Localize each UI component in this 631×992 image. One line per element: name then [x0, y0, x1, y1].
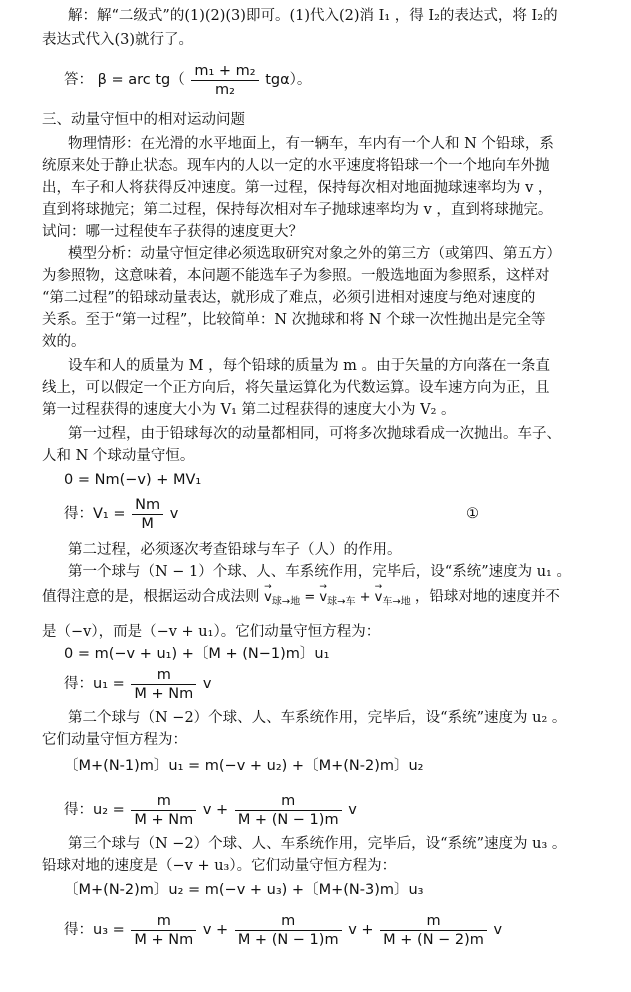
equation-2-result [64, 664, 211, 704]
eq3-plus: + [216, 802, 229, 818]
eq4-plus-2: + [361, 922, 374, 938]
equation-1: 0 = Nm(−v) + MV₁ [64, 472, 202, 488]
eq4-lhs: 得：u₃ = [64, 922, 125, 938]
eq2-tail: v [202, 676, 212, 692]
equation-marker: ① [466, 506, 479, 522]
eq4-fraction-2 [235, 912, 342, 949]
answer-line [64, 60, 311, 100]
model-line-3: “第二过程”的铅球动量表达，就形成了难点，必须引进相对速度与绝对速度的 [42, 290, 536, 306]
solution-line-1: 解：解“二级式”的(1)(2)(3)即可。(1)代入(2)消 I₁ ，得 I₂的表达式，将 I₂的 [68, 8, 558, 24]
eq4-f2-num: m [235, 912, 342, 931]
eq3-fraction-2 [235, 792, 342, 829]
scenario-line-1: 物理情形：在光滑的水平地面上，有一辆车，车内有一个人和 N 个铅球，系 [68, 136, 554, 152]
first-line-2: 人和 N 个球动量守恒。 [42, 448, 195, 464]
eq3-fraction-1 [131, 792, 196, 829]
vec-b: → v [319, 587, 327, 609]
ball1-line-3: 是（−v），而是（−v + u₁）。它们动量守恒方程为： [42, 624, 381, 640]
answer-eq: β = arc tg（ [97, 72, 185, 88]
vec-a-sub: 球→地 [271, 596, 301, 608]
answer-num: m₁ + m₂ [191, 62, 258, 81]
eq1-tail: v [169, 506, 179, 522]
equation-4: 〔M+(N-2)m〕u₂ = m(−v + u₃) +〔M+(N-3)m〕u₃ [64, 882, 424, 898]
section-title: 三、动量守恒中的相对运动问题 [42, 112, 245, 128]
eq4-plus-1: + [216, 922, 229, 938]
ball2-line-2: 它们动量守恒方程为： [42, 732, 187, 748]
eq4-fraction-1 [131, 912, 196, 949]
answer-suffix: tgα）。 [265, 72, 312, 88]
vector-rule: → $v_{球\to 地}$ = → $v_{球\to 车}$ + → $v_{车\to 地}$ [264, 590, 415, 605]
model-line-2: 为参照物，这意味着，本问题不能选车子为参照。一般选地面为参照系，这样对 [42, 268, 550, 284]
ball2-line-1: 第二个球与（N −2）个球、人、车系统作用，完毕后，设“系统”速度为 u₂ 。 [68, 710, 567, 726]
setup-line-1: 设车和人的质量为 M ，每个铅球的质量为 m 。由于矢量的方向落在一条直 [68, 358, 551, 374]
model-line-1: 模型分析：动量守恒定律必须选取研究对象之外的第三方（或第四、第五方） [68, 246, 561, 262]
eq4-tail-2: v [348, 922, 357, 938]
vec-c: → v [375, 587, 383, 609]
scenario-line-3: 出，车子和人将获得反冲速度。第一过程，保持每次相对地面抛球速率均为 v ， [42, 180, 553, 196]
equation-4-result [64, 910, 502, 950]
eq3-f1-num: m [131, 792, 196, 811]
scenario-line-5: 试问：哪一过程使车子获得的速度更大？ [42, 224, 303, 240]
eq3-tail-2: v [348, 802, 357, 818]
first-line-1: 第一过程，由于铅球每次的动量都相同，可将多次抛球看成一次抛出。车子、 [68, 426, 561, 442]
eq2-fraction [131, 666, 196, 703]
model-line-4: 关系。至于“第一过程”，比较简单：N 次抛球和将 N 个球一次性抛出是完全等 [42, 312, 546, 328]
eq4-f2-den: M + (N − 1)m [237, 931, 339, 948]
setup-line-2: 线上，可以假定一个正方向后，将矢量运算化为代数运算。设车速方向为正，且 [42, 380, 550, 396]
vec-a: → v [264, 587, 272, 609]
eq1-lhs: 得：V₁ = [64, 506, 126, 522]
vec-c-sub: 车→地 [382, 596, 411, 608]
eq4-f3-den: M + (N − 2)m [383, 931, 484, 948]
model-line-5: 效的。 [42, 334, 86, 350]
solution-line-2: 表达式代入(3)就行了。 [42, 32, 194, 48]
ball1-line-1: 第一个球与（N − 1）个球、人、车系统作用，完毕后，设“系统”速度为 u₁ 。 [68, 564, 571, 580]
eq4-tail-1: v [202, 922, 212, 938]
eq4-tail-3: v [493, 922, 503, 938]
equation-3: 〔M+(N-1)m〕u₁ = m(−v + u₂) +〔M+(N-2)m〕u₂ [64, 758, 424, 774]
eq4-f1-num: m [131, 912, 196, 931]
eq1-fraction [132, 496, 163, 533]
ball3-line-1: 第三个球与（N −2）个球、人、车系统作用，完毕后，设“系统”速度为 u₃ 。 [68, 836, 567, 852]
eq1-den: M [141, 515, 154, 532]
ball1-line-2 [42, 586, 560, 614]
eq1-num: Nm [132, 496, 163, 515]
answer-prefix: 答： [64, 72, 93, 88]
second-process: 第二过程，必须逐次考查铅球与车子（人）的作用。 [68, 542, 402, 558]
eq3-f1-den: M + Nm [134, 811, 194, 828]
eq2-den: M + Nm [134, 685, 194, 702]
eq2-num: m [131, 666, 196, 685]
eq3-f2-den: M + (N − 1)m [237, 811, 339, 828]
equation-3-result [64, 790, 357, 830]
answer-fraction [191, 62, 258, 99]
equation-1-result [64, 494, 494, 534]
ball1-text-b: ，铅球对地的速度并不 [414, 589, 560, 605]
eq4-f3-num: m [380, 912, 487, 931]
setup-line-3: 第一过程获得的速度大小为 V₁ 第二过程获得的速度大小为 V₂ 。 [42, 402, 456, 418]
vec-b-sub: 球→车 [327, 596, 356, 608]
eq4-fraction-3 [380, 912, 487, 949]
eq2-lhs: 得：u₁ = [64, 676, 125, 692]
scenario-line-4: 直到将球抛完；第二过程，保持每次相对车子抛球速率均为 v ，直到将球抛完。 [42, 202, 553, 218]
eq3-lhs: 得：u₂ = [64, 802, 125, 818]
answer-den: m₂ [215, 81, 235, 98]
eq4-f1-den: M + Nm [134, 931, 194, 948]
eq3-tail-1: v [202, 802, 212, 818]
eq3-f2-num: m [235, 792, 342, 811]
ball3-line-2: 铅球对地的速度是（−v + u₃）。它们动量守恒方程为： [42, 858, 397, 874]
equation-2: 0 = m(−v + u₁) +〔M + (N−1)m〕u₁ [64, 646, 330, 662]
scenario-line-2: 统原来处于静止状态。现车内的人以一定的水平速度将铅球一个一个地向车外抛 [42, 158, 550, 174]
ball1-text-a: 值得注意的是，根据运动合成法则 [42, 589, 260, 605]
